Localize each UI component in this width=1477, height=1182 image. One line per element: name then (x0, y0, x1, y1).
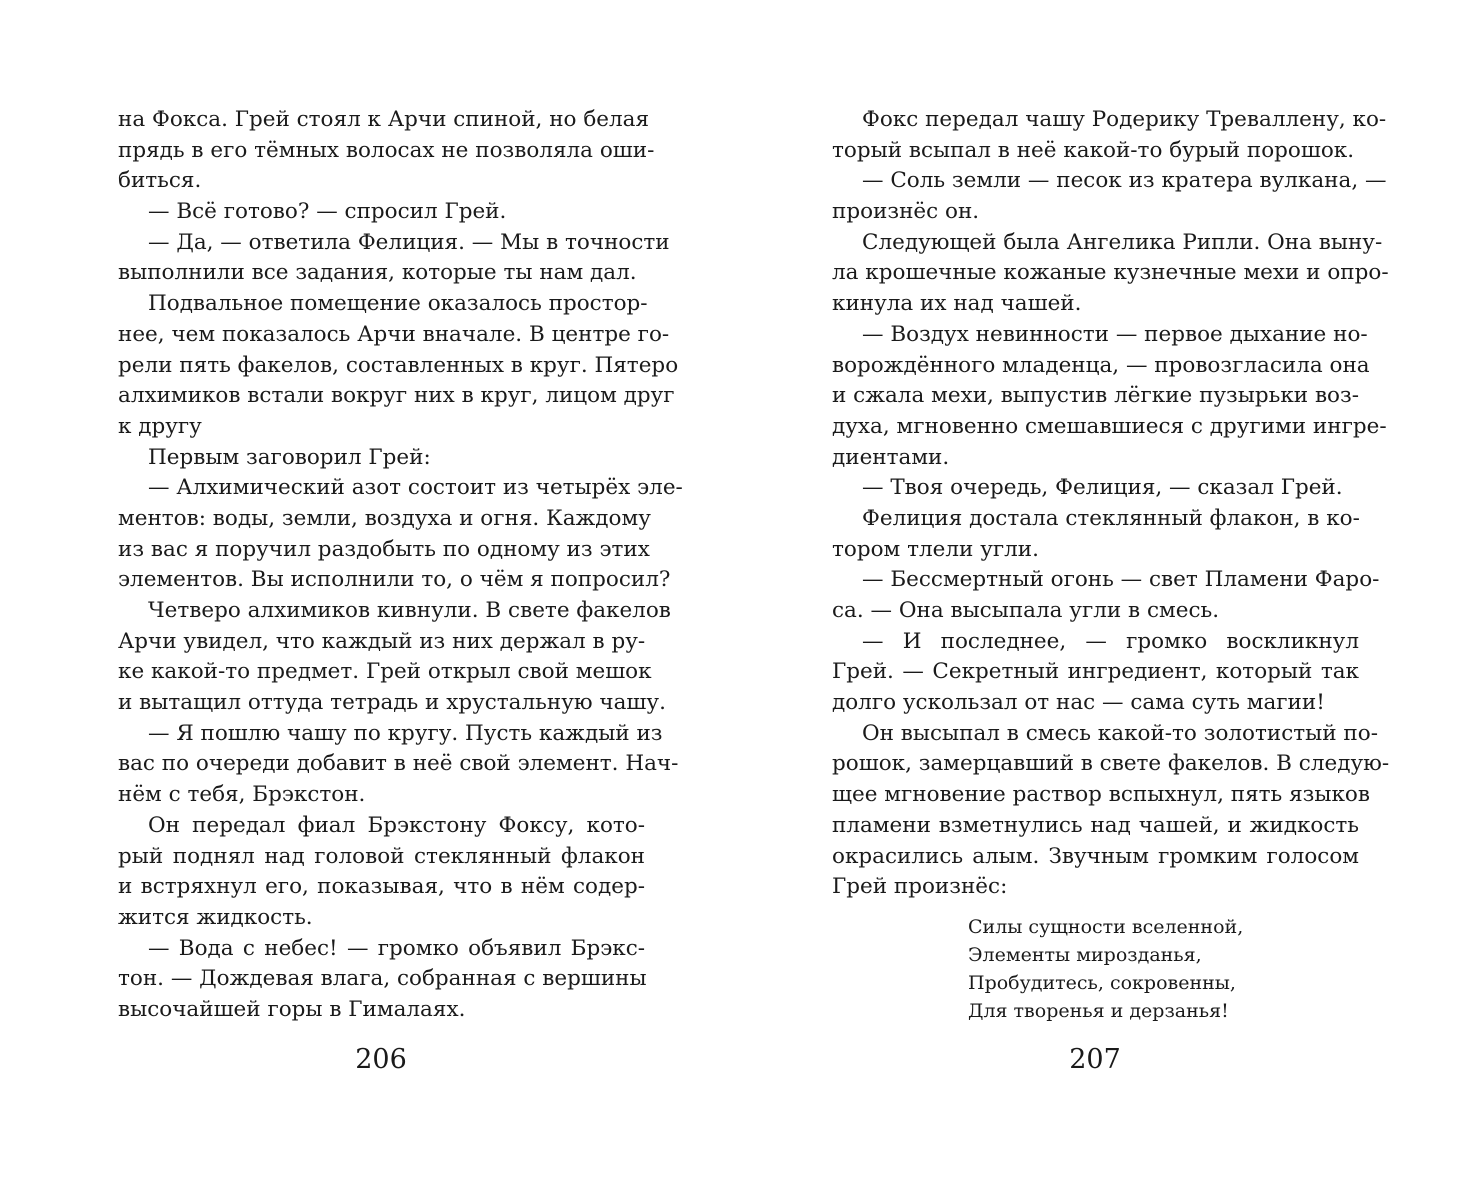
text-line: — Да, — ответила Фелиция. — Мы в точности (148, 229, 670, 255)
text-line: прядь в его тёмных волосах не позволяла оши- (118, 137, 655, 163)
text-line: — Я пошлю чашу по кругу. Пусть каждый из (148, 720, 663, 746)
text-line: Следующей была Ангелика Рипли. Она выну- (862, 229, 1383, 255)
text-line: — Воздух невинности — первое дыхание но- (862, 321, 1368, 347)
text-line: Он высыпал в смесь какой-то золотистый по- (862, 720, 1378, 746)
text-line: — Всё готово? — спросил Грей. (148, 199, 507, 225)
text-line: на Фокса. Грей стоял к Арчи спиной, но белая (118, 107, 650, 132)
text-line: рошок, замерцавший в свете факелов. В следую- (832, 751, 1390, 777)
text-line: долго ускользал от нас — сама суть магии! (832, 690, 1325, 716)
text-line: выполнили все задания, которые ты нам дал. (118, 260, 637, 286)
text-line: жится жидкость. (118, 904, 313, 930)
text-line: из вас я поручил раздобыть по одному из этих (118, 536, 650, 562)
text-line: — Соль земли — песок из кратера вулкана, — (862, 168, 1387, 194)
text-line: произнёс он. (832, 199, 980, 225)
text-line: торый всыпал в неё какой-то бурый порошок. (832, 137, 1355, 163)
text-line: ворождённого младенца, — провозгласила она (832, 352, 1370, 378)
text-line: окрасились алым. Звучным громким голосом (832, 843, 1359, 869)
text-line: высочайшей горы в Гималаях. (118, 996, 466, 1022)
text-line: нее, чем показалось Арчи вначале. В центре го- (118, 321, 670, 347)
text-line: Подвальное помещение оказалось простор- (148, 291, 648, 317)
text-line: и сжала мехи, выпустив лёгкие пузырьки воз- (832, 383, 1359, 409)
text-line: ла крошечные кожаные кузнечные мехи и опро- (832, 260, 1389, 286)
text-line: духа, мгновенно смешавшиеся с другими ингре- (832, 413, 1387, 439)
text-line: Первым заговорил Грей: (148, 444, 431, 470)
text-line: диентами. (832, 444, 950, 470)
text-line: и встряхнул его, показывая, что в нём содер- (118, 874, 645, 900)
text-line: рый поднял над головой стеклянный флакон (118, 843, 645, 869)
text-line: Грей. — Секретный ингредиент, который так (832, 659, 1359, 685)
text-line: ментов: воды, земли, воздуха и огня. Каждому (118, 505, 651, 531)
text-line: Грей произнёс: (832, 874, 1008, 900)
verse-block (968, 913, 1348, 1025)
text-line: Арчи увидел, что каждый из них держал в ру- (118, 628, 646, 654)
text-line: — Бессмертный огонь — свет Пламени Фаро- (862, 567, 1380, 593)
verse-line: Элементы мирозданья, (968, 944, 1202, 966)
right-page-text (832, 105, 1390, 903)
text-line: тон. — Дождевая влага, собранная с вершины (118, 966, 647, 992)
text-line: ке какой-то предмет. Грей открыл свой мешок (118, 659, 652, 685)
text-line: — Алхимический азот состоит из четырёх эле- (148, 475, 683, 501)
text-line: — Вода с небес! — громко объявил Брэкс- (148, 935, 645, 961)
text-line: Он передал фиал Брэкстону Фоксу, кото- (148, 812, 645, 838)
verse-line: Силы сущности вселенной, (968, 916, 1244, 938)
left-page-text (118, 105, 683, 1026)
text-line: биться. (118, 168, 202, 194)
text-line: тором тлели угли. (832, 536, 1039, 562)
text-line: вас по очереди добавит в неё свой элемент. Нач- (118, 751, 679, 777)
verse-line: Для творенья и дерзанья! (968, 1000, 1229, 1022)
text-line: — Твоя очередь, Фелиция, — сказал Грей. (862, 475, 1343, 501)
text-line: рели пять факелов, составленных в круг. Пятеро (118, 352, 679, 378)
text-line: — И последнее, — громко воскликнул (862, 628, 1359, 654)
text-line: Фелиция достала стеклянный флакон, в ко- (862, 505, 1360, 531)
text-line: и вытащил оттуда тетрадь и хрустальную чашу. (118, 690, 666, 716)
text-line: кинула их над чашей. (832, 291, 1082, 317)
text-line: пламени взметнулись над чашей, и жидкость (832, 812, 1359, 838)
verse-line: Пробудитесь, сокровенны, (968, 972, 1236, 994)
text-line: Четверо алхимиков кивнули. В свете факелов (148, 598, 671, 623)
page-number-right: 207 (1069, 1044, 1121, 1075)
page-number-left: 206 (355, 1044, 407, 1075)
text-line: Фокс передал чашу Родерику Треваллену, ко- (862, 107, 1387, 132)
text-line: алхимиков встали вокруг них в круг, лицом друг (118, 383, 675, 409)
text-line: нём с тебя, Брэкстон. (118, 782, 366, 808)
text-line: са. — Она высыпала угли в смесь. (832, 598, 1220, 623)
text-line: к другу (118, 413, 202, 439)
text-line: элементов. Вы исполнили то, о чём я попросил? (118, 567, 671, 593)
text-line: щее мгновение раствор вспыхнул, пять языков (832, 782, 1370, 808)
